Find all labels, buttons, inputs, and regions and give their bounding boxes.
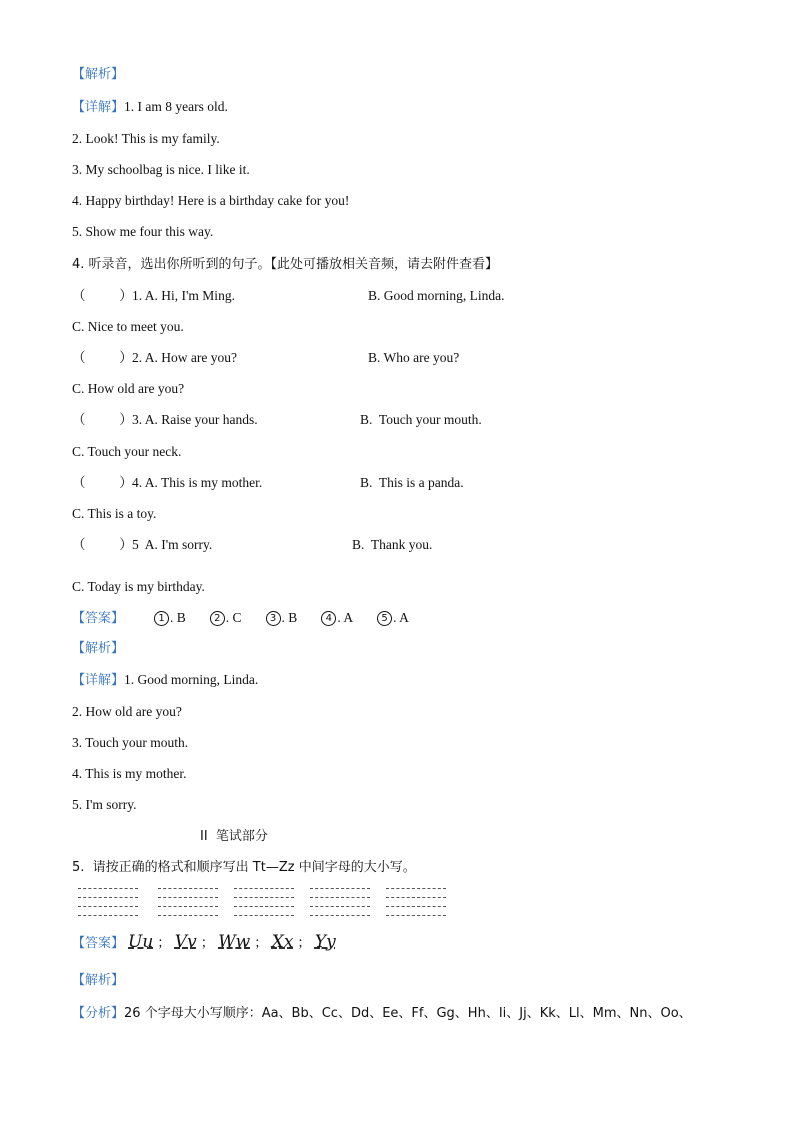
writing-lines (386, 884, 446, 920)
detail-heading: 【详解】 (72, 673, 125, 688)
letter-ww: Ww (218, 932, 251, 952)
q4-item-1-ab (72, 287, 235, 305)
option-b: B. This is a panda. (360, 475, 464, 490)
circled-number: 3 (266, 611, 281, 626)
answer-item: 1 . B (154, 609, 186, 627)
answer-blank: （ ） (72, 288, 133, 303)
letter-uu: Uu (128, 932, 154, 952)
option-c: C. Touch your neck. (72, 444, 182, 459)
detail-line: 3. Touch your mouth. (72, 735, 189, 750)
writing-lines (234, 884, 294, 920)
answer-heading: 【答案】 (72, 936, 125, 951)
detail-line: 2. Look! This is my family. (72, 131, 220, 146)
detail-line: 2. How old are you? (72, 704, 182, 719)
detail-line: 【详解】1. Good morning, Linda. (72, 672, 259, 688)
q4-item-5-ab (72, 536, 212, 554)
answer-item: 5 . A (377, 609, 409, 627)
option-a: 3. A. Raise your hands. (132, 412, 258, 427)
option-a: 4. A. This is my mother. (132, 475, 263, 490)
detail-line: 4. Happy birthday! Here is a birthday cake for you! (72, 193, 350, 208)
writing-lines (78, 884, 138, 920)
detail-text: 1. I am 8 years old. (124, 99, 228, 114)
analysis-heading: 【解析】 (72, 67, 125, 82)
q5-answer-line: 【答案】 Uu ； Vv ； Ww ； Xx ； Yy (72, 932, 336, 952)
detail-line: 5. Show me four this way. (72, 224, 214, 239)
letter-yy: Yy (314, 932, 336, 952)
answer-item: 4 . A (321, 609, 353, 627)
circled-number: 5 (377, 611, 392, 626)
answer-blank: （ ） (72, 475, 133, 490)
q4-item-2-ab (72, 349, 237, 367)
analysis-heading: 【解析】 (72, 641, 125, 656)
q4-item-3-ab (72, 411, 258, 429)
answer-line (72, 609, 433, 628)
option-b: B. Thank you. (352, 537, 433, 552)
answer-item: 3 . B (266, 609, 298, 627)
detail-line: 3. My schoolbag is nice. I like it. (72, 162, 250, 177)
option-a: 5 A. I'm sorry. (132, 537, 213, 552)
detail-heading: 【详解】 (72, 100, 125, 115)
fenxi-line (72, 1004, 692, 1023)
q4-item-4-ab (72, 474, 262, 492)
fenxi-heading: 【分析】 (72, 1006, 125, 1021)
answer-heading: 【答案】 (72, 611, 125, 626)
option-c: C. How old are you? (72, 381, 185, 396)
question-4-prompt: 4. 听录音，选出你所听到的句子。【此处可播放相关音频，请去附件查看】 (72, 257, 499, 272)
answer-blank: （ ） (72, 412, 133, 427)
option-b: B. Who are you? (368, 350, 460, 365)
detail-line: 5. I'm sorry. (72, 797, 137, 812)
circled-number: 1 (154, 611, 169, 626)
detail-line (72, 98, 228, 117)
part-2-title: II 笔试部分 (200, 829, 268, 844)
writing-lines (158, 884, 218, 920)
answer-blank: （ ） (72, 350, 133, 365)
option-a: 2. A. How are you? (132, 350, 237, 365)
answer-item: 2 . C (210, 609, 242, 627)
circled-number: 2 (210, 611, 225, 626)
answer-blank: （ ） (72, 537, 133, 552)
option-b: B. Touch your mouth. (360, 412, 482, 427)
analysis-heading: 【解析】 (72, 973, 125, 988)
option-c: C. Today is my birthday. (72, 579, 205, 594)
fenxi-text: 26 个字母大小写顺序：Aa、Bb、Cc、Dd、Ee、Ff、Gg、Hh、Ii、Jj、Kk、Ll、Mm、Nn、Oo、 (124, 1006, 692, 1021)
circled-number: 4 (321, 611, 336, 626)
question-5-prompt: 5. 请按正确的格式和顺序写出 Tt—Zz 中间字母的大小写。 (72, 860, 416, 875)
option-b: B. Good morning, Linda. (368, 288, 505, 303)
letter-xx: Xx (271, 932, 294, 952)
option-a: 1. A. Hi, I'm Ming. (132, 288, 235, 303)
option-c: C. Nice to meet you. (72, 319, 184, 334)
option-c: C. This is a toy. (72, 506, 157, 521)
letter-vv: Vv (174, 932, 197, 952)
writing-lines (310, 884, 370, 920)
detail-line: 4. This is my mother. (72, 766, 187, 781)
